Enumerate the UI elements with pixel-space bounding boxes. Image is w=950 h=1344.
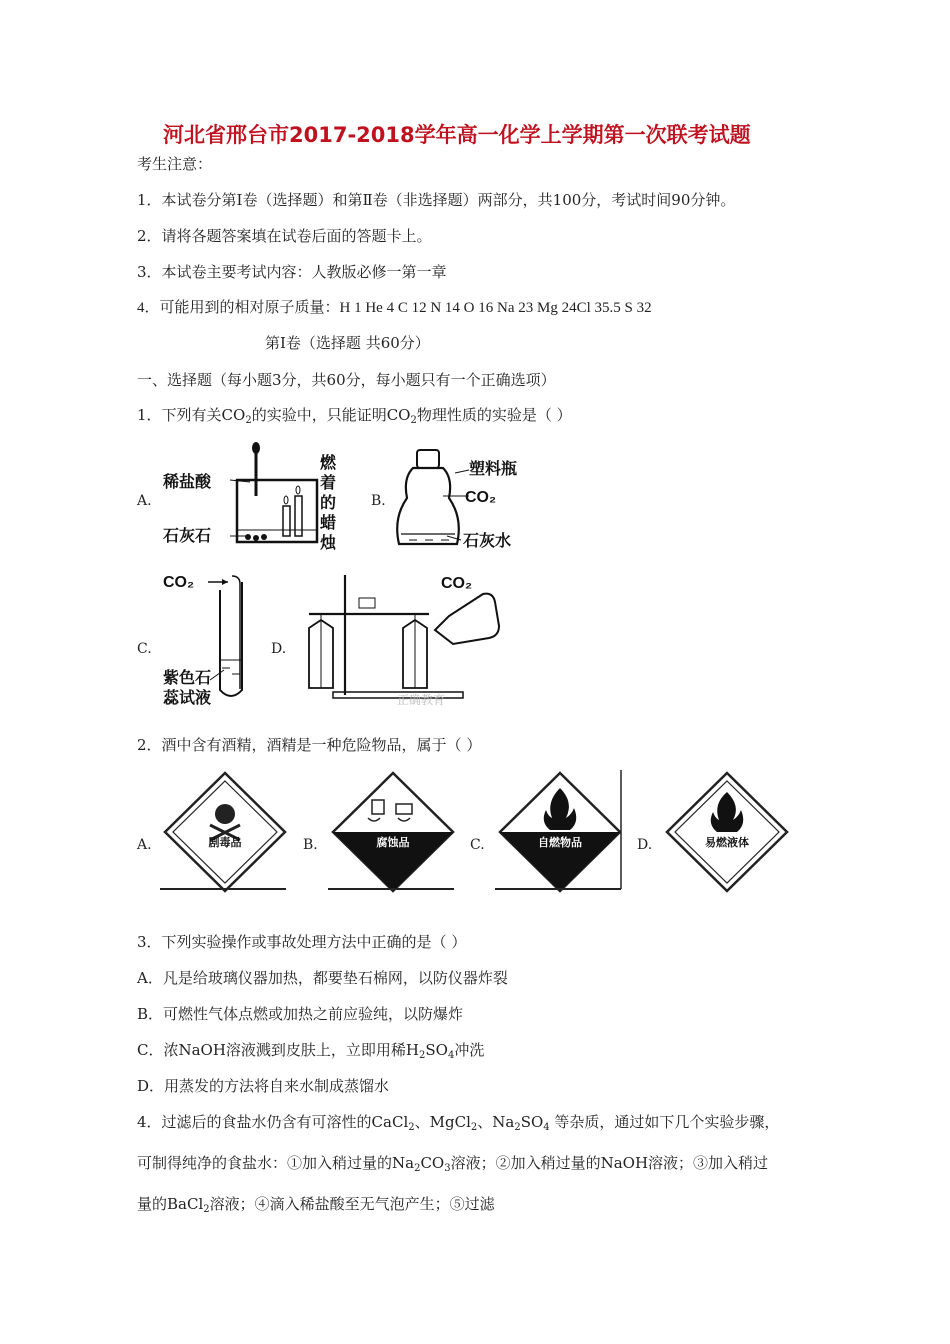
section1-heading: 一、选择题（每小题3分，共60分，每小题只有一个正确选项） [137, 371, 556, 389]
q3-stem: 3．下列实验操作或事故处理方法中正确的是（ ） [137, 933, 467, 951]
notice-4: 4．可能用到的相对原子质量：H 1 He 4 C 12 N 14 O 16 Na 23 Mg 24Cl 35.5 S 32 [137, 300, 652, 316]
label-litmus-1: 紫色石 [163, 670, 212, 687]
notice-3: 3．本试卷主要考试内容：人教版必修一第一章 [137, 263, 447, 281]
label-co2-b: CO₂ [465, 489, 497, 506]
q3-option-d: D．用蒸发的方法将自来水制成蒸馏水 [137, 1077, 390, 1095]
label-limewater: 石灰水 [463, 533, 512, 550]
q2-sign-spontaneous [495, 770, 625, 895]
q1-stem: 1．下列有关$CO_2$的实验中，只能证明$CO_2$物理性质的实验是（ ） [137, 406, 572, 426]
label-burning-5: 烛 [320, 535, 337, 552]
q4-line-3: 量的BaCl$_2$溶液；④滴入稀盐酸至无气泡产生；⑤过滤 [137, 1195, 495, 1215]
label-plastic-bottle: 塑料瓶 [469, 461, 518, 478]
sign-label-toxic: 剧毒品 [208, 836, 242, 849]
label-dilute-hcl: 稀盐酸 [163, 474, 212, 491]
skull-icon [215, 804, 235, 824]
sign-label-flammable: 易燃液体 [705, 836, 749, 849]
q2-option-c: C. [470, 837, 485, 853]
q4-line-2: 可制得纯净的食盐水：①加入稍过量的$Na_2CO_3$溶液；②加入稍过量的NaOH溶液；③加入稍过 [137, 1154, 769, 1174]
notice-2: 2．请将各题答案填在试卷后面的答题卡上。 [137, 227, 432, 245]
q4-line-1: 4．过滤后的食盐水仍含有可溶性的CaCl$_2$、MgCl$_2$、$Na_2SO_4$ 等杂质，通过如下几个实验步骤， [137, 1113, 780, 1133]
label-limestone: 石灰石 [163, 528, 212, 545]
q2-stem: 2．酒中含有酒精，酒精是一种危险物品，属于（ ） [137, 736, 482, 754]
label-burning-2: 着 [320, 475, 337, 492]
label-litmus-2: 蕊试液 [163, 690, 212, 707]
label-co2-c: CO₂ [163, 574, 195, 591]
q1-option-d: D. [271, 641, 287, 657]
notice-1: 1．本试卷分第Ⅰ卷（选择题）和第Ⅱ卷（非选择题）两部分，共100分，考试时间90分钟。 [137, 191, 736, 209]
q1-option-c: C. [137, 641, 152, 657]
q3-option-a: A．凡是给玻璃仪器加热，都要垫石棉网，以防仪器炸裂 [137, 969, 508, 987]
q3-option-c: C．浓NaOH溶液溅到皮肤上，立即用稀$H_2SO_4$冲洗 [137, 1041, 485, 1061]
q1-figure-a [160, 440, 345, 555]
label-burning-4: 蜡 [320, 515, 337, 532]
q1-option-a: A. [137, 493, 152, 509]
q1-figure-c [160, 570, 270, 710]
notice-heading: 考生注意： [137, 155, 213, 173]
label-burning-3: 的 [320, 495, 337, 512]
sign-label-spontaneous: 自燃物品 [538, 836, 582, 849]
q2-sign-flammable-liquid [662, 770, 792, 895]
q3-option-b: B．可燃性气体点燃或加热之前应验纯，以防爆炸 [137, 1005, 464, 1023]
q2-sign-corrosive [328, 770, 458, 895]
q2-option-d: D. [637, 837, 653, 853]
q2-option-a: A. [137, 837, 152, 853]
sign-label-corrosive: 腐蚀品 [376, 836, 410, 849]
watermark: 正确教育 [397, 693, 446, 707]
q1-figure-d [295, 570, 500, 710]
label-burning-1: 燃 [320, 455, 337, 472]
part1-heading: 第Ⅰ卷（选择题 共60分） [265, 334, 430, 352]
q2-sign-toxic [160, 770, 290, 895]
q1-option-b: B. [371, 493, 386, 509]
label-co2-d: CO₂ [441, 575, 473, 592]
page-title: 河北省邢台市2017-2018学年高一化学上学期第一次联考试题 [163, 123, 751, 147]
q2-option-b: B. [303, 837, 318, 853]
q1-figure-b [395, 448, 530, 558]
